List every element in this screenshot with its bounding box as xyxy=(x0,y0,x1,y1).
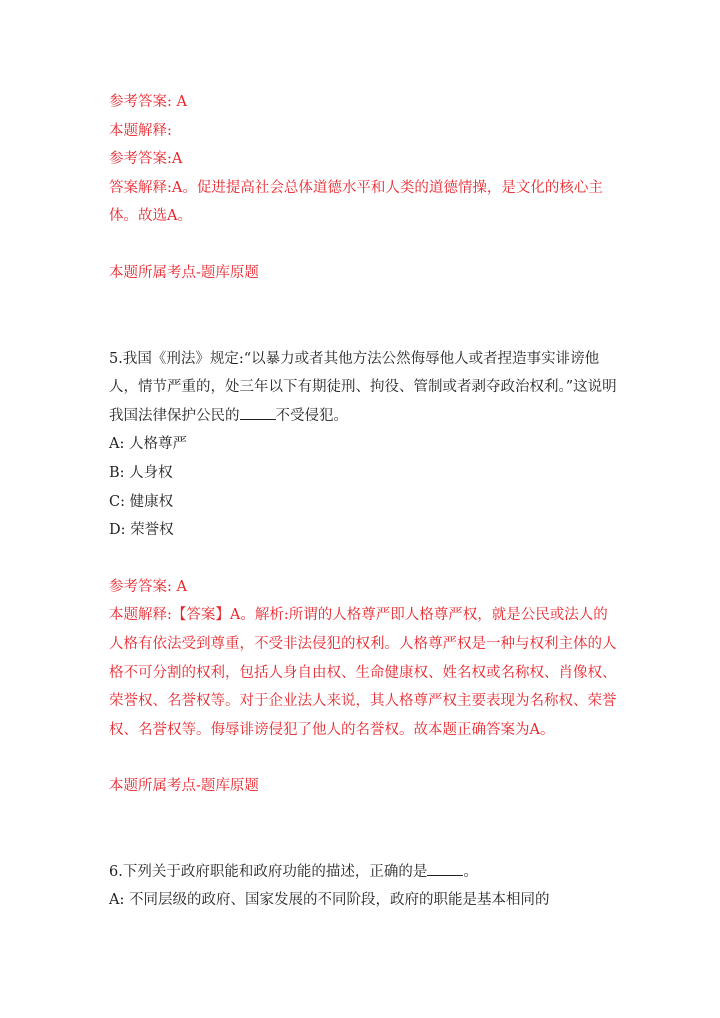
answer-explanation: 答案解释:A。促进提高社会总体道德水平和人类的道德情操，是文化的核心主体。故选A。 xyxy=(109,179,603,225)
option-a: A: 人格尊严 xyxy=(109,436,187,453)
reference-answer: 参考答案: A xyxy=(109,94,187,110)
question-6-stem-text: 6.下列关于政府职能和政府功能的描述，正确的是 xyxy=(109,863,428,880)
question-6-stem xyxy=(109,858,619,887)
explanation-label: 本题解释: xyxy=(109,122,172,139)
option-b: B: 人身权 xyxy=(109,464,173,481)
answer-blank xyxy=(240,405,276,420)
question-5-explanation: 本题解释:【答案】A。解析:所谓的人格尊严即人格尊严权，就是公民或法人的人格有依法受到尊重，不受非法侵犯的权利。人格尊严权是一种与权利主体的人格不可分割的权利，包括人身自由权、生命健康权、姓名权或名称权、肖像权、荣誉权、名誉权等。对于企业法人来说，其人格尊严权主要表现为名称权、荣誉权、名誉权等。侮辱诽谤侵犯了他人的名誉权。故本题正确答案为A。 xyxy=(109,607,617,738)
question-5-stem-end: 不受侵犯。 xyxy=(275,407,348,424)
reference-answer: 参考答案: A xyxy=(109,578,187,595)
question-source: 本题所属考点-题库原题 xyxy=(109,778,259,795)
answer-blank xyxy=(427,861,463,876)
option-c: C: 健康权 xyxy=(109,493,174,510)
option-a: A: 不同层级的政府、国家发展的不同阶段，政府的职能是基本相同的 xyxy=(109,892,550,909)
option-d: D: 荣誉权 xyxy=(109,522,174,539)
question-6-stem-end: 。 xyxy=(463,863,478,880)
document-page xyxy=(109,88,619,915)
question-5-stem xyxy=(109,345,619,431)
question-5-stem-text: 5.我国《刑法》规定:“以暴力或者其他方法公然侮辱他人或者捏造事实诽谤他人，情节严重的，处三年以下有期徒刑、拘役、管制或者剥夺政治权利。”这说明我国法律保护公民的 xyxy=(109,350,617,424)
reference-answer-alt: 参考答案:A xyxy=(109,151,183,168)
question-source: 本题所属考点-题库原题 xyxy=(109,264,259,281)
